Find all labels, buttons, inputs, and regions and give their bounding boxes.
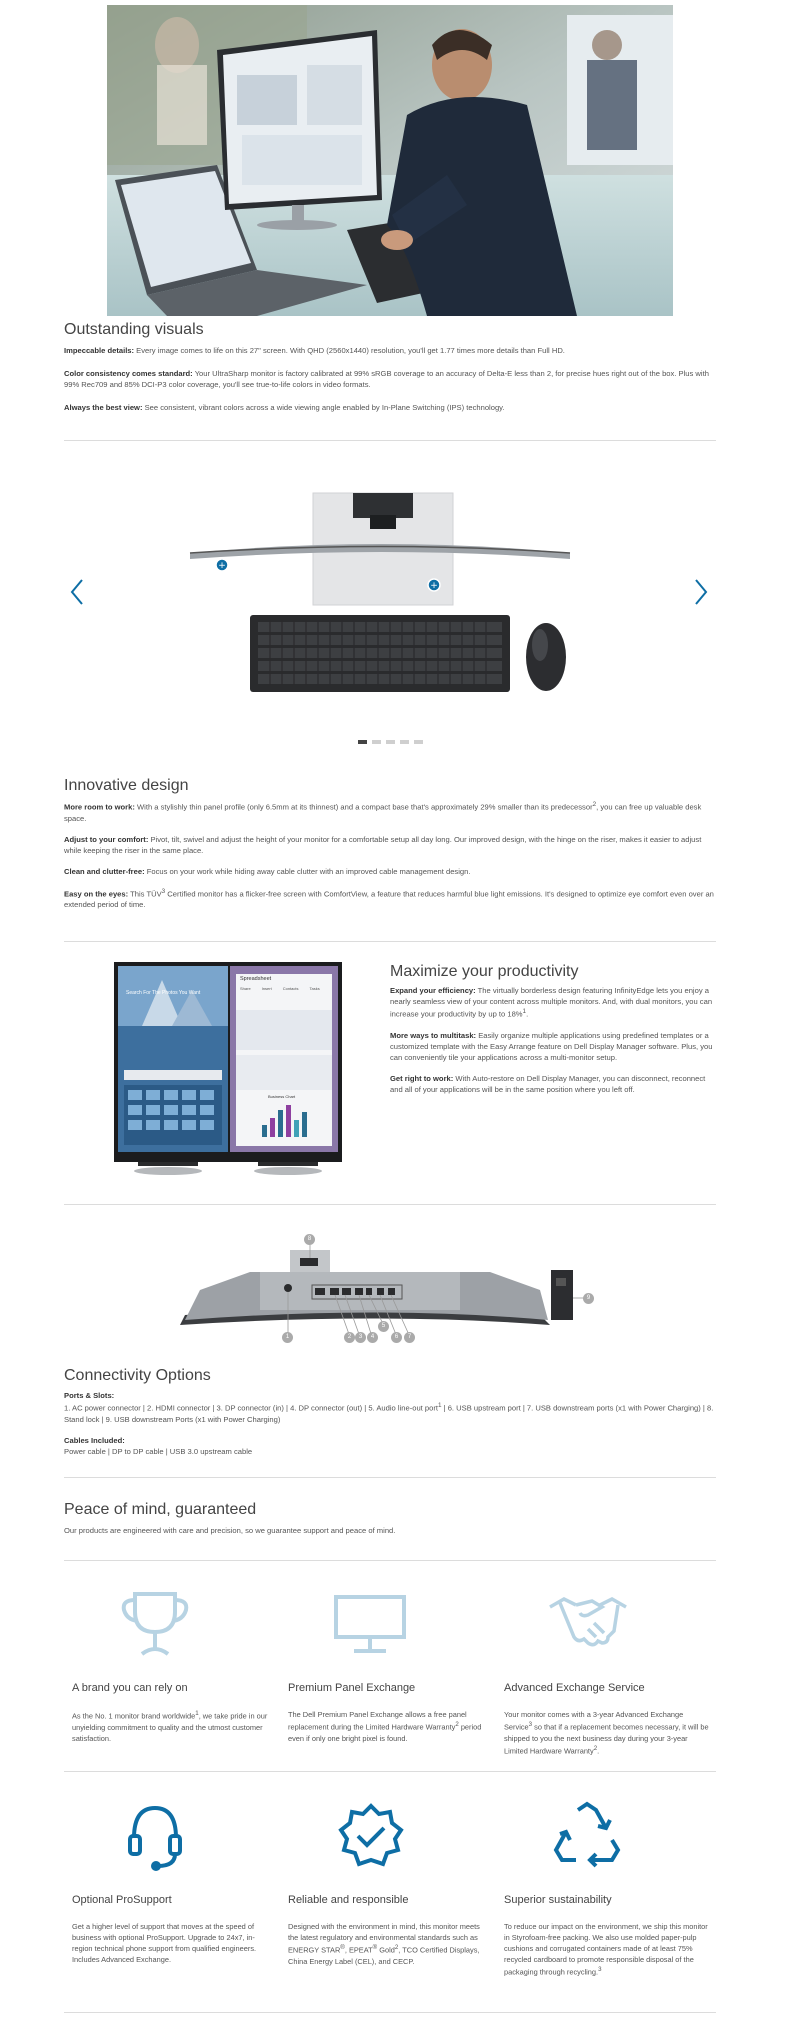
- productivity-text: [390, 985, 715, 1095]
- carousel-dot-4[interactable]: [400, 740, 409, 744]
- screen-right-title: Spreadsheet: [240, 976, 272, 982]
- feature-card-text: To reduce our impact on the environment, we ship this monitor in Styrofoam-free packing. We also use molded paper-pulp cushions and corrugated containers made of at least 75% recycled cardboard to promote responsible disposal of the packaging through recycling.$^3$: [504, 1921, 708, 1977]
- svg-text:+: +: [218, 561, 226, 571]
- design-paragraph-3: Clean and clutter-free: Focus on your work while hiding away cable clutter with an improved cable management design.: [64, 866, 471, 876]
- recycle-icon: [552, 1800, 622, 1874]
- feature-card-title: Advanced Exchange Service: [504, 1682, 645, 1694]
- section-title-peace: Peace of mind, guaranteed: [64, 1501, 257, 1518]
- screen-left-title: Search For The Photos You Want: [126, 990, 201, 996]
- port-callout-1: 1: [282, 1332, 293, 1343]
- section-title-productivity: Maximize your productivity: [390, 963, 579, 980]
- cables-list: Power cable | DP to DP cable | USB 3.0 upstream cable: [64, 1446, 253, 1456]
- feature-card-title: A brand you can rely on: [72, 1682, 188, 1694]
- visuals-paragraph-1: Impeccable details: Every image comes to life on this 27" screen. With QHD (2560x1440) resolution, you'll get 1.77 times more details than Full HD.: [64, 346, 565, 355]
- design-paragraph-2: Adjust to your comfort: Pivot, tilt, swivel and adjust the height of your monitor for a comfortable setup all day long. Our improved design, with the hinge on the riser, makes it easier to adjust while keeping the riser in the same place.: [64, 834, 702, 855]
- feature-card-text: The Dell Premium Panel Exchange allows a free panel replacement during the Limited Hardware Warranty$^2$ period even if only one bright pixel is found.: [288, 1709, 482, 1743]
- feature-card-sustainability: [504, 1893, 709, 1978]
- divider: [64, 1477, 716, 1478]
- port-callout-4: 4: [367, 1332, 378, 1343]
- carousel-next-arrow[interactable]: [690, 576, 712, 608]
- monitor-icon: [332, 1593, 408, 1659]
- visuals-text: [64, 345, 714, 413]
- ports-image: [180, 1230, 600, 1355]
- screen-right-tabs: Share Insert Contacts Tasks: [240, 986, 320, 991]
- feature-card-prosupport: [72, 1893, 272, 1965]
- carousel-prev-arrow[interactable]: [66, 576, 88, 608]
- feature-card-title: Superior sustainability: [504, 1894, 612, 1906]
- divider: [64, 1560, 716, 1561]
- port-callout-5: 5: [378, 1321, 389, 1332]
- connectivity-text: [64, 1390, 716, 1457]
- badge-check-icon: [338, 1802, 404, 1876]
- design-text: [64, 800, 716, 910]
- divider: [64, 440, 716, 441]
- carousel-dot-2[interactable]: [372, 740, 381, 744]
- visuals-paragraph-2: Color consistency comes standard: Your UltraSharp monitor is factory calibrated at 99% sRGB coverage to an accuracy of Delta-E less than 2, for precise hues right out of the box. Plus with 99% Rec709 and 85% DCI-P3 color coverage, you'll see true-to-life colors in video formats.: [64, 369, 709, 389]
- hero-photo: [107, 5, 673, 316]
- carousel-dot-1[interactable]: [358, 740, 367, 744]
- divider: [64, 941, 716, 942]
- section-title-connectivity: Connectivity Options: [64, 1367, 211, 1384]
- port-callout-6: 6: [391, 1332, 402, 1343]
- trophy-icon: [118, 1588, 192, 1664]
- feature-card-text: As the No. 1 monitor brand worldwide$^1$, we take pride in our unyielding commitment to quality and the utmost customer satisfaction.: [72, 1709, 268, 1743]
- svg-text:+: +: [430, 581, 438, 591]
- design-paragraph-4: Easy on the eyes: This TÜV$^3$ Certified monitor has a flicker-free screen with ComfortView, a feature that reduces harmful blue light emissions. It's designed to optimize eye comfort even over an extended period of time.: [64, 887, 714, 910]
- productivity-paragraph-1: Expand your efficiency: The virtually borderless design featuring InfinityEdge lets you enjoy a nearly seamless view of your content across multiple monitors. And, with dual monitors, you can increase your productivity by up to 18%$^1$.: [390, 986, 713, 1019]
- dual-monitor-image: [112, 960, 344, 1178]
- carousel-slide-image: [180, 485, 600, 700]
- port-callout-7: 7: [404, 1332, 415, 1343]
- port-callout-8: 8: [304, 1234, 315, 1245]
- productivity-paragraph-2: More ways to multitask: Easily organize multiple applications using predefined templates or a customized template with the Easy Arrange feature on Dell Display Manager software. Plus, you can conveniently tile your applications across a multi-monitor setup.: [390, 1030, 713, 1062]
- peace-subtitle: Our products are engineered with care and precision, so we guarantee support and peace of mind.: [64, 1526, 396, 1535]
- carousel-dot-3[interactable]: [386, 740, 395, 744]
- port-callout-3: 3: [355, 1332, 366, 1343]
- feature-card-text: Designed with the environment in mind, this monitor meets the latest regulatory and environmental standards such as ENERGY STAR®, EPEAT® Gold$^2$, TCO Certified Displays, China Energy Label (CEL), and CECP.: [288, 1921, 480, 1966]
- divider: [64, 2012, 716, 2013]
- port-callout-2: 2: [344, 1332, 355, 1343]
- cables-label: Cables Included:: [64, 1435, 125, 1445]
- feature-card-brand: [72, 1681, 272, 1744]
- design-paragraph-1: More room to work: With a stylishly thin panel profile (only 6.5mm at its thinnest) and a compact base that's approximately 29% smaller than its predecessor$^2$, you can free up valuable desk space.: [64, 801, 702, 823]
- divider: [64, 1771, 716, 1772]
- screen-chart-title: Business Chart: [268, 1094, 296, 1099]
- divider: [64, 1204, 716, 1205]
- productivity-paragraph-3: Get right to work: With Auto-restore on Dell Display Manager, you can disconnect, reconnect and all of your applications will be in the same position where you left off.: [390, 1073, 706, 1094]
- carousel-dot-5[interactable]: [414, 740, 423, 744]
- feature-card-reliable: [288, 1893, 488, 1967]
- feature-card-title: Premium Panel Exchange: [288, 1682, 416, 1694]
- section-title-design: Innovative design: [64, 777, 189, 794]
- carousel-dots: [358, 740, 423, 744]
- feature-card-panel: [288, 1681, 488, 1744]
- ports-label: Ports & Slots:: [64, 1391, 115, 1400]
- headset-icon: [126, 1802, 184, 1876]
- ports-list: 1. AC power connector | 2. HDMI connector | 3. DP connector (in) | 4. DP connector (out) | 5. Audio line-out port$^1$ | 6. USB upstream port | 7. USB downstream ports (x1 with Power Charging) | 8. Stand lock | 9. USB downstream Ports (x1 with Power Charging): [64, 1402, 714, 1424]
- visuals-paragraph-3: Always the best view: See consistent, vibrant colors across a wide viewing angle enabled by In-Plane Switching (IPS) technology.: [64, 403, 505, 412]
- feature-card-text: Your monitor comes with a 3-year Advanced Exchange Service$^3$ so that if a replacement becomes necessary, it will be shipped to you the next business day during your 3-year Limited Hardware Warranty$^2$.: [504, 1709, 709, 1756]
- feature-card-title: Reliable and responsible: [288, 1894, 409, 1906]
- port-callout-9: 9: [583, 1293, 594, 1304]
- feature-card-text: Get a higher level of support that moves at the speed of business with optional ProSupport. Upgrade to 24x7, in-region technical phone support from qualified engineers. Includes Advanced Exchange.: [72, 1921, 257, 1965]
- section-title-visuals: Outstanding visuals: [64, 321, 204, 338]
- feature-card-title: Optional ProSupport: [72, 1894, 172, 1906]
- feature-card-exchange: [504, 1681, 709, 1756]
- handshake-icon: [548, 1593, 628, 1659]
